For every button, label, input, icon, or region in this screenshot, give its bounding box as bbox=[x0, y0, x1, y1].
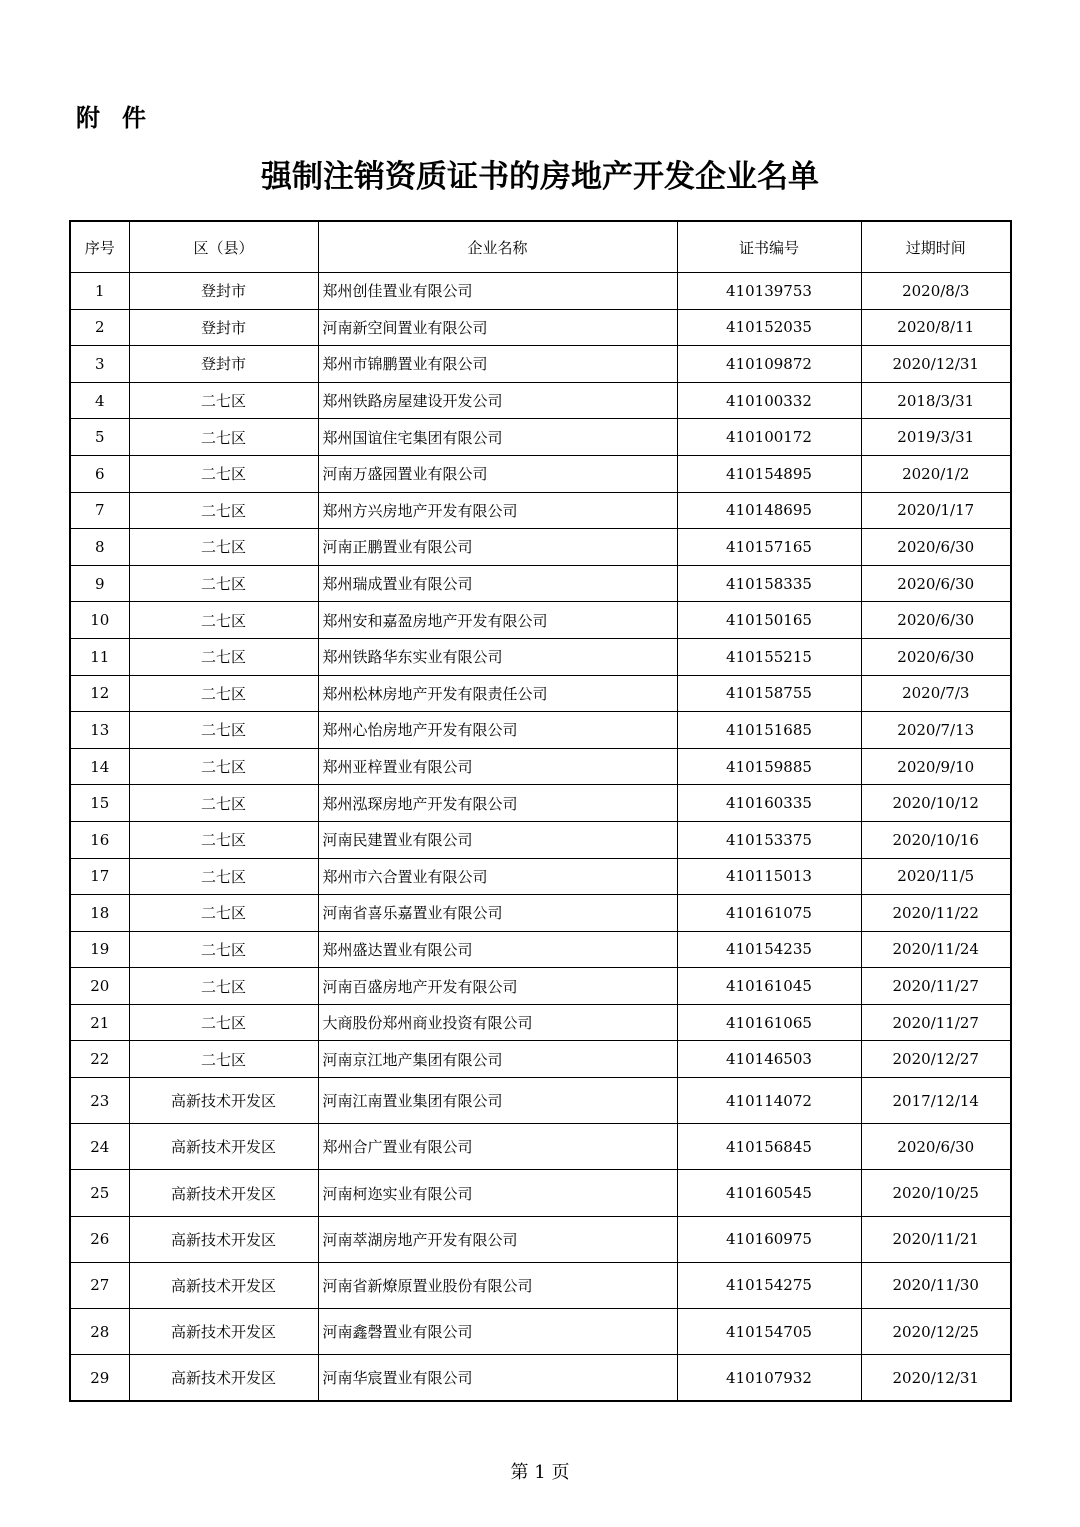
company-name: 河南民建置业有限公司 bbox=[318, 821, 677, 858]
company-list-table bbox=[69, 220, 1012, 1402]
table-row bbox=[70, 1041, 1011, 1078]
certificate-number: 410158335 bbox=[677, 565, 861, 602]
company-name: 郑州松林房地产开发有限责任公司 bbox=[318, 675, 677, 712]
company-name: 郑州创佳置业有限公司 bbox=[318, 273, 677, 310]
certificate-number: 410154705 bbox=[677, 1309, 861, 1355]
table-row bbox=[70, 492, 1011, 529]
company-name: 河南新空间置业有限公司 bbox=[318, 309, 677, 346]
table-row bbox=[70, 529, 1011, 566]
expiry-date: 2019/3/31 bbox=[861, 419, 1011, 456]
company-name: 河南萃湖房地产开发有限公司 bbox=[318, 1216, 677, 1262]
table-row bbox=[70, 712, 1011, 749]
certificate-number: 410161065 bbox=[677, 1004, 861, 1041]
table-row bbox=[70, 748, 1011, 785]
table-row bbox=[70, 821, 1011, 858]
certificate-number: 410160975 bbox=[677, 1216, 861, 1262]
district: 登封市 bbox=[129, 273, 318, 310]
expiry-date: 2020/10/16 bbox=[861, 821, 1011, 858]
row-index: 2 bbox=[70, 309, 129, 346]
table-row bbox=[70, 1216, 1011, 1262]
row-index: 16 bbox=[70, 821, 129, 858]
expiry-date: 2020/1/17 bbox=[861, 492, 1011, 529]
row-index: 19 bbox=[70, 931, 129, 968]
expiry-date: 2020/10/12 bbox=[861, 785, 1011, 822]
expiry-date: 2020/6/30 bbox=[861, 638, 1011, 675]
certificate-number: 410155215 bbox=[677, 638, 861, 675]
expiry-date: 2020/11/27 bbox=[861, 968, 1011, 1005]
company-name: 郑州铁路华东实业有限公司 bbox=[318, 638, 677, 675]
district: 登封市 bbox=[129, 309, 318, 346]
document-title: 强制注销资质证书的房地产开发企业名单 bbox=[261, 159, 819, 195]
table-row bbox=[70, 419, 1011, 456]
expiry-date: 2020/1/2 bbox=[861, 455, 1011, 492]
district: 高新技术开发区 bbox=[129, 1309, 318, 1355]
expiry-date: 2020/10/25 bbox=[861, 1170, 1011, 1216]
expiry-date: 2020/11/24 bbox=[861, 931, 1011, 968]
company-name: 郑州市锦鹏置业有限公司 bbox=[318, 346, 677, 383]
district: 二七区 bbox=[129, 492, 318, 529]
certificate-number: 410150165 bbox=[677, 602, 861, 639]
district: 二七区 bbox=[129, 1004, 318, 1041]
certificate-number: 410156845 bbox=[677, 1124, 861, 1170]
row-index: 4 bbox=[70, 382, 129, 419]
district: 二七区 bbox=[129, 675, 318, 712]
column-header-district: 区（县） bbox=[129, 221, 318, 273]
company-name: 郑州瑞成置业有限公司 bbox=[318, 565, 677, 602]
company-name: 郑州泓琛房地产开发有限公司 bbox=[318, 785, 677, 822]
table-row bbox=[70, 858, 1011, 895]
certificate-number: 410157165 bbox=[677, 529, 861, 566]
expiry-date: 2020/8/11 bbox=[861, 309, 1011, 346]
company-name: 郑州铁路房屋建设开发公司 bbox=[318, 382, 677, 419]
district: 二七区 bbox=[129, 785, 318, 822]
table-row bbox=[70, 346, 1011, 383]
company-name: 郑州盛达置业有限公司 bbox=[318, 931, 677, 968]
expiry-date: 2020/11/27 bbox=[861, 1004, 1011, 1041]
row-index: 21 bbox=[70, 1004, 129, 1041]
page-number: 第 1 页 bbox=[510, 1462, 570, 1483]
row-index: 22 bbox=[70, 1041, 129, 1078]
expiry-date: 2017/12/14 bbox=[861, 1078, 1011, 1124]
row-index: 29 bbox=[70, 1355, 129, 1402]
district: 二七区 bbox=[129, 419, 318, 456]
row-index: 11 bbox=[70, 638, 129, 675]
row-index: 12 bbox=[70, 675, 129, 712]
row-index: 10 bbox=[70, 602, 129, 639]
expiry-date: 2020/7/13 bbox=[861, 712, 1011, 749]
expiry-date: 2020/9/10 bbox=[861, 748, 1011, 785]
table-row bbox=[70, 1078, 1011, 1124]
company-name: 河南省新燎原置业股份有限公司 bbox=[318, 1262, 677, 1308]
district: 高新技术开发区 bbox=[129, 1355, 318, 1402]
row-index: 6 bbox=[70, 455, 129, 492]
district: 二七区 bbox=[129, 382, 318, 419]
column-header-expiry: 过期时间 bbox=[861, 221, 1011, 273]
table-header-row bbox=[70, 221, 1011, 273]
row-index: 25 bbox=[70, 1170, 129, 1216]
table-row bbox=[70, 565, 1011, 602]
row-index: 15 bbox=[70, 785, 129, 822]
row-index: 7 bbox=[70, 492, 129, 529]
row-index: 27 bbox=[70, 1262, 129, 1308]
company-name: 河南江南置业集团有限公司 bbox=[318, 1078, 677, 1124]
district: 二七区 bbox=[129, 638, 318, 675]
certificate-number: 410114072 bbox=[677, 1078, 861, 1124]
row-index: 5 bbox=[70, 419, 129, 456]
company-name: 郑州心怡房地产开发有限公司 bbox=[318, 712, 677, 749]
district: 二七区 bbox=[129, 565, 318, 602]
certificate-number: 410161075 bbox=[677, 895, 861, 932]
table-row bbox=[70, 1004, 1011, 1041]
certificate-number: 410161045 bbox=[677, 968, 861, 1005]
expiry-date: 2020/6/30 bbox=[861, 565, 1011, 602]
certificate-number: 410100172 bbox=[677, 419, 861, 456]
table-row bbox=[70, 602, 1011, 639]
company-name: 河南柯迩实业有限公司 bbox=[318, 1170, 677, 1216]
expiry-date: 2020/11/21 bbox=[861, 1216, 1011, 1262]
certificate-number: 410154895 bbox=[677, 455, 861, 492]
district: 登封市 bbox=[129, 346, 318, 383]
row-index: 20 bbox=[70, 968, 129, 1005]
row-index: 24 bbox=[70, 1124, 129, 1170]
expiry-date: 2020/11/5 bbox=[861, 858, 1011, 895]
row-index: 13 bbox=[70, 712, 129, 749]
expiry-date: 2020/7/3 bbox=[861, 675, 1011, 712]
table-row bbox=[70, 1124, 1011, 1170]
table-row bbox=[70, 382, 1011, 419]
certificate-number: 410152035 bbox=[677, 309, 861, 346]
company-name: 河南百盛房地产开发有限公司 bbox=[318, 968, 677, 1005]
expiry-date: 2020/6/30 bbox=[861, 602, 1011, 639]
table-row bbox=[70, 1309, 1011, 1355]
expiry-date: 2020/12/27 bbox=[861, 1041, 1011, 1078]
district: 二七区 bbox=[129, 529, 318, 566]
district: 二七区 bbox=[129, 602, 318, 639]
certificate-number: 410139753 bbox=[677, 273, 861, 310]
table-row bbox=[70, 895, 1011, 932]
company-name: 郑州方兴房地产开发有限公司 bbox=[318, 492, 677, 529]
district: 二七区 bbox=[129, 821, 318, 858]
company-name: 河南省喜乐嘉置业有限公司 bbox=[318, 895, 677, 932]
column-header-certificate: 证书编号 bbox=[677, 221, 861, 273]
company-name: 郑州安和嘉盈房地产开发有限公司 bbox=[318, 602, 677, 639]
expiry-date: 2020/11/22 bbox=[861, 895, 1011, 932]
table-row bbox=[70, 785, 1011, 822]
table-row bbox=[70, 455, 1011, 492]
table-row bbox=[70, 273, 1011, 310]
expiry-date: 2020/12/31 bbox=[861, 346, 1011, 383]
table-row bbox=[70, 968, 1011, 1005]
expiry-date: 2020/6/30 bbox=[861, 1124, 1011, 1170]
expiry-date: 2020/12/31 bbox=[861, 1355, 1011, 1402]
company-name: 郑州合广置业有限公司 bbox=[318, 1124, 677, 1170]
table-row bbox=[70, 309, 1011, 346]
table-row bbox=[70, 638, 1011, 675]
row-index: 8 bbox=[70, 529, 129, 566]
table-row bbox=[70, 1355, 1011, 1402]
row-index: 26 bbox=[70, 1216, 129, 1262]
row-index: 28 bbox=[70, 1309, 129, 1355]
district: 二七区 bbox=[129, 748, 318, 785]
certificate-number: 410115013 bbox=[677, 858, 861, 895]
certificate-number: 410100332 bbox=[677, 382, 861, 419]
district: 高新技术开发区 bbox=[129, 1078, 318, 1124]
district: 高新技术开发区 bbox=[129, 1170, 318, 1216]
company-name: 河南华宸置业有限公司 bbox=[318, 1355, 677, 1402]
certificate-number: 410107932 bbox=[677, 1355, 861, 1402]
table-body bbox=[70, 273, 1011, 1402]
row-index: 14 bbox=[70, 748, 129, 785]
certificate-number: 410154235 bbox=[677, 931, 861, 968]
expiry-date: 2018/3/31 bbox=[861, 382, 1011, 419]
district: 二七区 bbox=[129, 1041, 318, 1078]
certificate-number: 410151685 bbox=[677, 712, 861, 749]
row-index: 3 bbox=[70, 346, 129, 383]
table-row bbox=[70, 931, 1011, 968]
table-row bbox=[70, 1170, 1011, 1216]
company-name: 河南京江地产集团有限公司 bbox=[318, 1041, 677, 1078]
district: 二七区 bbox=[129, 455, 318, 492]
certificate-number: 410160335 bbox=[677, 785, 861, 822]
district: 二七区 bbox=[129, 858, 318, 895]
company-name: 大商股份郑州商业投资有限公司 bbox=[318, 1004, 677, 1041]
row-index: 1 bbox=[70, 273, 129, 310]
company-name: 河南万盛园置业有限公司 bbox=[318, 455, 677, 492]
district: 二七区 bbox=[129, 931, 318, 968]
district: 二七区 bbox=[129, 968, 318, 1005]
company-name: 河南鑫磬置业有限公司 bbox=[318, 1309, 677, 1355]
certificate-number: 410154275 bbox=[677, 1262, 861, 1308]
expiry-date: 2020/11/30 bbox=[861, 1262, 1011, 1308]
expiry-date: 2020/12/25 bbox=[861, 1309, 1011, 1355]
row-index: 18 bbox=[70, 895, 129, 932]
company-name: 郑州国谊住宅集团有限公司 bbox=[318, 419, 677, 456]
district: 二七区 bbox=[129, 895, 318, 932]
certificate-number: 410159885 bbox=[677, 748, 861, 785]
expiry-date: 2020/6/30 bbox=[861, 529, 1011, 566]
certificate-number: 410148695 bbox=[677, 492, 861, 529]
table-row bbox=[70, 1262, 1011, 1308]
company-name: 郑州市六合置业有限公司 bbox=[318, 858, 677, 895]
attachment-label: 附件 bbox=[76, 104, 168, 132]
expiry-date: 2020/8/3 bbox=[861, 273, 1011, 310]
column-header-company: 企业名称 bbox=[318, 221, 677, 273]
certificate-number: 410146503 bbox=[677, 1041, 861, 1078]
company-name: 郑州亚梓置业有限公司 bbox=[318, 748, 677, 785]
row-index: 17 bbox=[70, 858, 129, 895]
district: 高新技术开发区 bbox=[129, 1216, 318, 1262]
certificate-number: 410158755 bbox=[677, 675, 861, 712]
district: 二七区 bbox=[129, 712, 318, 749]
certificate-number: 410153375 bbox=[677, 821, 861, 858]
column-header-index: 序号 bbox=[70, 221, 129, 273]
table-row bbox=[70, 675, 1011, 712]
district: 高新技术开发区 bbox=[129, 1262, 318, 1308]
company-name: 河南正鹏置业有限公司 bbox=[318, 529, 677, 566]
certificate-number: 410160545 bbox=[677, 1170, 861, 1216]
row-index: 23 bbox=[70, 1078, 129, 1124]
district: 高新技术开发区 bbox=[129, 1124, 318, 1170]
certificate-number: 410109872 bbox=[677, 346, 861, 383]
row-index: 9 bbox=[70, 565, 129, 602]
